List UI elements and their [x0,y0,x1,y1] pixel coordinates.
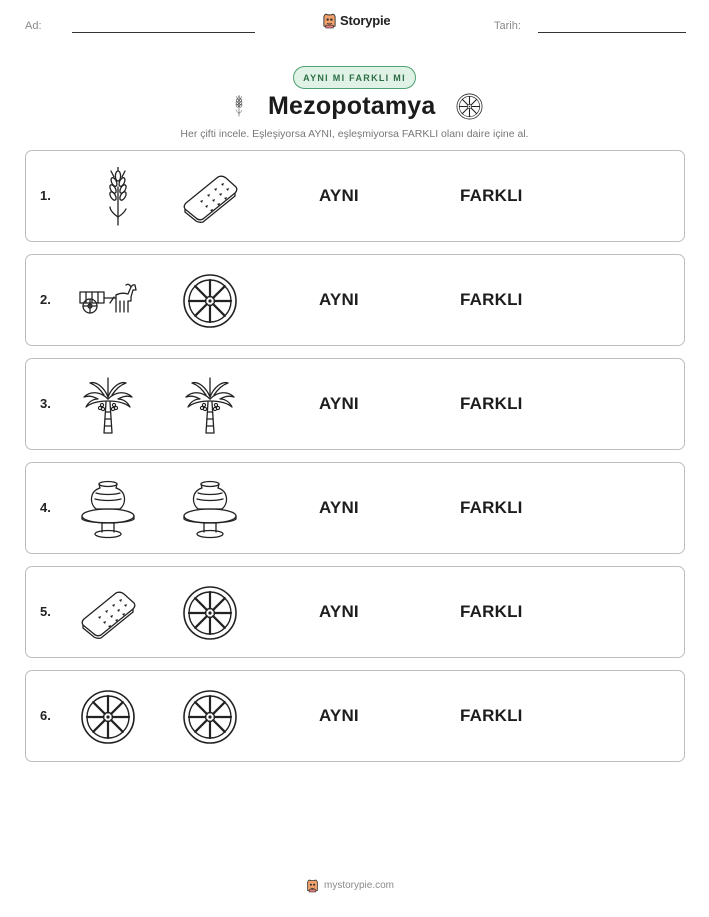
row-number: 6. [40,708,51,723]
option-different[interactable]: FARKLI [460,394,523,413]
name-label: Ad: [25,20,42,32]
option-same[interactable]: AYNI [319,602,359,621]
question-row-4 [25,462,685,554]
pottery-wheel-icon [78,479,138,539]
row-number: 4. [40,500,51,515]
wheat-icon [228,90,250,122]
option-different[interactable]: FARKLI [460,498,523,517]
wheel-icon [455,92,484,121]
option-different[interactable]: FARKLI [460,186,523,205]
storypie-logo-icon [322,12,337,29]
option-same[interactable]: AYNI [319,394,359,413]
option-different[interactable]: FARKLI [460,602,523,621]
worksheet-tag: AYNI MI FARKLI MI [293,66,416,89]
footer-site[interactable]: mystorypie.com [324,880,395,891]
brand [322,12,390,29]
date-palm-icon [180,375,240,435]
page-title: Mezopotamya [268,92,436,120]
row-number: 2. [40,292,51,307]
question-row-1 [25,150,685,242]
row-number: 3. [40,396,51,411]
question-row-3 [25,358,685,450]
option-same[interactable]: AYNI [319,706,359,725]
wheel-icon [180,583,240,643]
clay-tablet-icon [78,583,138,643]
option-different[interactable]: FARKLI [460,706,523,725]
question-row-6 [25,670,685,762]
instruction: Her çifti incele. Eşleşiyorsa AYNI, eşleşmiyorsa FARKLI olanı daire içine al. [180,128,529,140]
question-row-5 [25,566,685,658]
wheat-icon [88,167,148,227]
date-field[interactable] [538,32,686,33]
brand-name: Storypie [340,13,391,28]
horse-cart-icon [78,271,138,331]
pottery-wheel-icon [180,479,240,539]
option-same[interactable]: AYNI [319,498,359,517]
question-row-2 [25,254,685,346]
row-number: 1. [40,188,51,203]
name-field[interactable] [72,32,255,33]
wheel-icon [180,271,240,331]
row-number: 5. [40,604,51,619]
wheel-icon [180,687,240,747]
footer [306,878,394,893]
clay-tablet-icon [180,167,240,227]
date-label: Tarih: [494,20,521,32]
option-same[interactable]: AYNI [319,186,359,205]
date-palm-icon [78,375,138,435]
option-different[interactable]: FARKLI [460,290,523,309]
option-same[interactable]: AYNI [319,290,359,309]
storypie-logo-icon [306,878,319,893]
wheel-icon [78,687,138,747]
